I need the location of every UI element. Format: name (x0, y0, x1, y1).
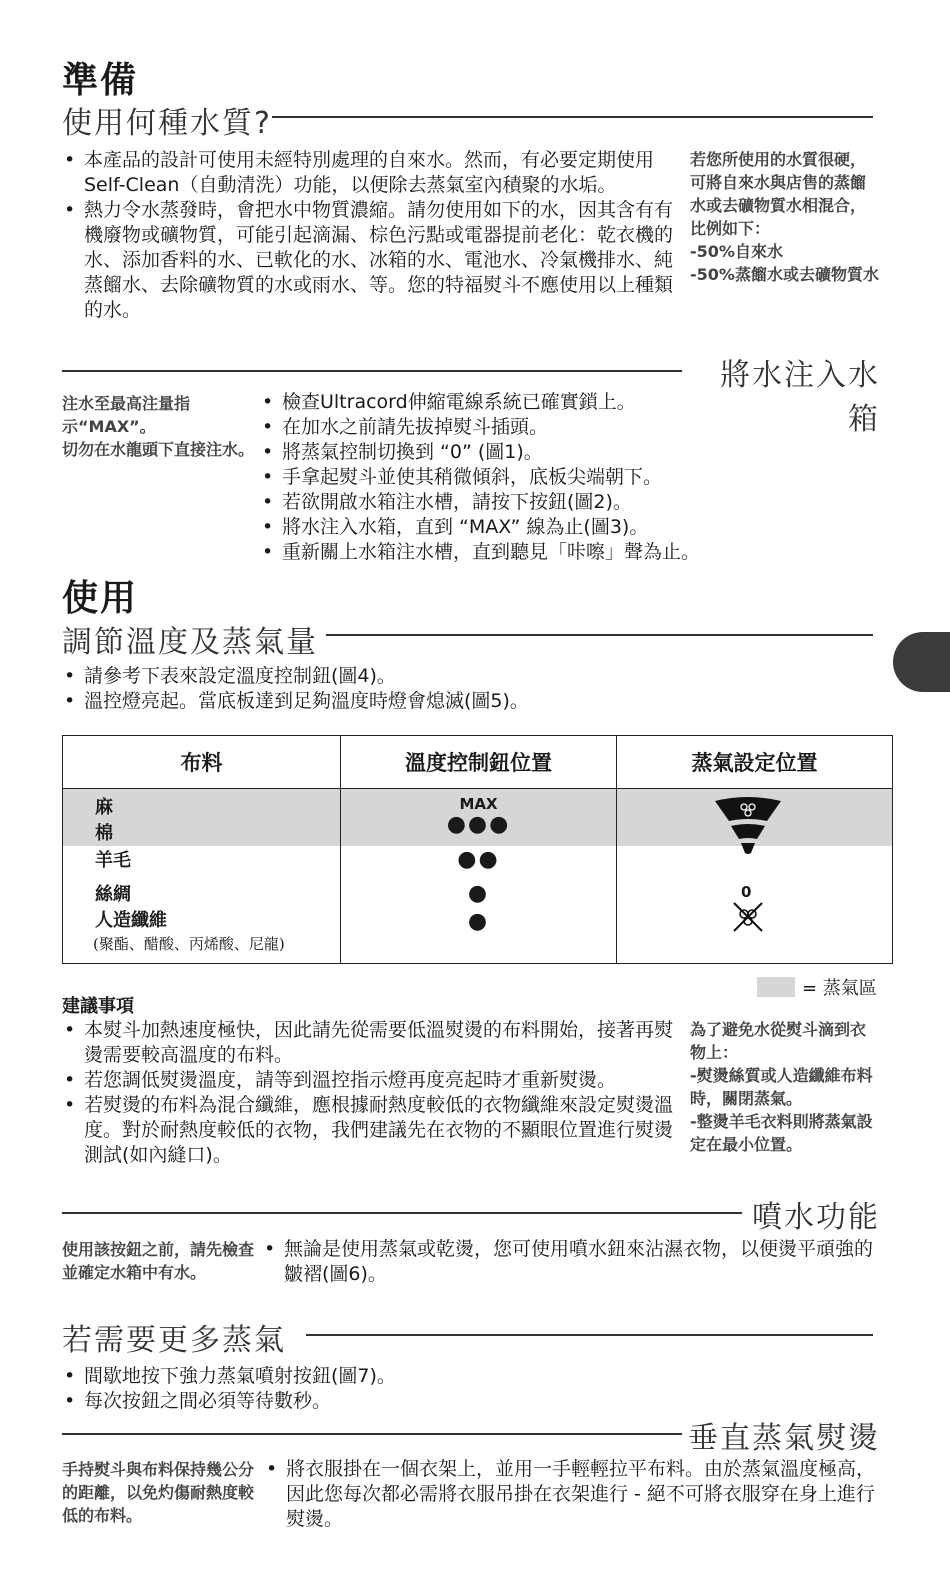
steam-cell (617, 789, 893, 964)
temp-one-dot-silk: ● (467, 881, 490, 906)
heading-fill-water: 將水注入水箱 (720, 358, 880, 437)
side-note-text: 若您所使用的水質很硬，可將自來水與店售的蒸餾水或去礦物質水相混合，比例如下： (690, 150, 867, 238)
heading-rule (62, 370, 682, 372)
side-note-text: 注水至最高注量指示“MAX”。 (62, 394, 191, 436)
fill-side-note (62, 392, 258, 461)
temp-three-dots: ●●● (446, 812, 511, 837)
temp-one-dot-synthetic: ● (467, 909, 490, 934)
spray-side-note: 使用該按鈕之前，請先檢查並確定水箱中有水。 (62, 1240, 255, 1282)
legend-label: = 蒸氣區 (802, 978, 877, 999)
heading-more-steam: 若需要更多蒸氣 (62, 1323, 286, 1358)
heading-rule (306, 1334, 873, 1336)
list-item: • 手拿起熨斗並使其稍微傾斜，底板尖端朝下。 (260, 465, 820, 490)
heading-advice: 建議事項 (62, 996, 134, 1017)
fabric-synthetic: 人造纖維 (95, 910, 167, 931)
list-item: • 本熨斗加熱速度極快，因此請先從需要低溫熨燙的布料開始，接著再熨燙需要較高溫度的布料。 (62, 1018, 680, 1068)
col-header-fabric: 布料 (63, 736, 341, 789)
steam-zero-label: 0 (741, 883, 752, 901)
water-bullets (62, 148, 680, 323)
fabric-cell (63, 789, 341, 964)
side-note-item: -整燙羊毛衣料則將蒸氣設定在最小位置。 (690, 1112, 873, 1154)
fabric-wool: 羊毛 (95, 850, 131, 871)
col-header-temp: 溫度控制鈕位置 (341, 736, 617, 789)
list-item: • 溫控燈亮起。當底板達到足夠溫度時燈會熄滅(圖5)。 (62, 689, 762, 714)
fabric-setting-table (62, 735, 893, 964)
spray-bullets (262, 1237, 882, 1287)
list-item: • 檢查Ultracord伸縮電線系統已確實鎖上。 (260, 390, 820, 415)
list-item: • 在加水之前請先拔掉熨斗插頭。 (260, 415, 820, 440)
heading-rule (272, 116, 873, 118)
more-steam-bullets (62, 1364, 762, 1414)
temp-max: MAX (459, 795, 498, 813)
list-item: • 間歇地按下強力蒸氣噴射按鈕(圖7)。 (62, 1364, 762, 1389)
advice-bullets (62, 1018, 680, 1168)
temp-cell (341, 789, 617, 964)
temp-bullets (62, 664, 762, 714)
col-header-steam: 蒸氣設定位置 (617, 736, 893, 789)
heading-temp-steam: 調節溫度及蒸氣量 (62, 625, 318, 660)
list-item: • 無論是使用蒸氣或乾燙，您可使用噴水鈕來沾濕衣物，以便燙平頑強的皺褶(圖6)。 (262, 1237, 882, 1287)
list-item: • 熱力令水蒸發時，會把水中物質濃縮。請勿使用如下的水，因其含有有機廢物或礦物質，可能引起滴漏、棕色污點或電器提前老化：乾衣機的水、添加香料的水、已軟化的水、冰箱的水、電池水、冷氣機排水、純蒸餾水、去除礦物質的水或雨水、等。您的特福熨斗不應使用以上種類的水。 (62, 198, 680, 323)
side-note-item: -熨燙絲質或人造纖維布料時，關閉蒸氣。 (690, 1066, 873, 1108)
fabric-cotton: 棉 (95, 823, 113, 844)
section-title-prep: 準備 (62, 60, 139, 101)
list-item: • 若熨燙的布料為混合纖維，應根據耐熱度較低的衣物纖維來設定熨燙溫度。對於耐熱度較低的衣物，我們建議先在衣物的不顯眼位置進行熨燙測試(如內縫口)。 (62, 1093, 680, 1168)
side-note-item: -50%自來水 (690, 242, 783, 261)
vertical-side-note: 手持熨斗與布料保持幾公分的距離，以免灼傷耐熱度較低的布料。 (62, 1460, 255, 1525)
list-item: • 若欲開啟水箱注水槽，請按下按鈕(圖2)。 (260, 490, 820, 515)
heading-spray: 噴水功能 (752, 1200, 880, 1235)
list-item: • 將衣服掛在一個衣架上，並用一手輕輕拉平布料。由於蒸氣溫度極高，因此您每次都必需將衣服吊掛在衣架進行 - 絕不可將衣服穿在身上進行熨燙。 (264, 1457, 884, 1532)
list-item: • 請參考下表來設定溫度控制鈕(圖4)。 (62, 664, 762, 689)
section-title-use: 使用 (62, 578, 139, 619)
steam-zone-fabrics (63, 789, 340, 846)
chapter-tab (893, 632, 950, 692)
steam-zone-temps (341, 789, 616, 846)
dry-zone-temps (341, 846, 616, 934)
list-item: • 將水注入水箱，直到 “MAX” 線為止(圖3)。 (260, 515, 820, 540)
steam-zone-swatch (757, 977, 795, 997)
fabric-silk: 絲綢 (95, 884, 131, 905)
heading-vertical-steam: 垂直蒸氣熨燙 (688, 1421, 880, 1456)
water-side-note (690, 148, 880, 286)
table-header-row (63, 736, 893, 789)
heading-water-type: 使用何種水質? (62, 106, 272, 141)
steam-triangle-icon (713, 797, 783, 867)
list-item: • 若您調低熨燙溫度，請等到溫控指示燈再度亮起時才重新熨燙。 (62, 1068, 680, 1093)
heading-rule (62, 1433, 682, 1435)
vertical-bullets (264, 1457, 884, 1532)
advice-side-note (690, 1018, 880, 1156)
dry-zone-fabrics (63, 848, 340, 954)
list-item: • 將蒸氣控制切換到 “0” (圖1)。 (260, 440, 820, 465)
list-item: • 每次按鈕之間必須等待數秒。 (62, 1389, 762, 1414)
list-item: • 本產品的設計可使用未經特別處理的自來水。然而，有必要定期使用Self-Clean（自動清洗）功能，以便除去蒸氣室內積聚的水垢。 (62, 148, 680, 198)
synthetic-note: (聚酯、醋酸、丙烯酸、尼龍) (93, 935, 285, 953)
list-item: • 重新關上水箱注水槽，直到聽見「咔嚓」聲為止。 (260, 540, 820, 565)
heading-rule (326, 634, 873, 636)
side-note-item: -50%蒸餾水或去礦物質水 (690, 265, 879, 284)
fabric-linen: 麻 (95, 797, 113, 818)
heading-rule (62, 1212, 742, 1214)
temp-two-dots: ●● (457, 847, 500, 872)
no-steam-icon (731, 900, 765, 934)
table-body-row (63, 789, 893, 964)
side-note-text: 切勿在水龍頭下直接注水。 (62, 440, 255, 459)
fill-bullets (260, 390, 820, 565)
side-note-text: 為了避免水從熨斗滴到衣物上： (690, 1020, 867, 1062)
